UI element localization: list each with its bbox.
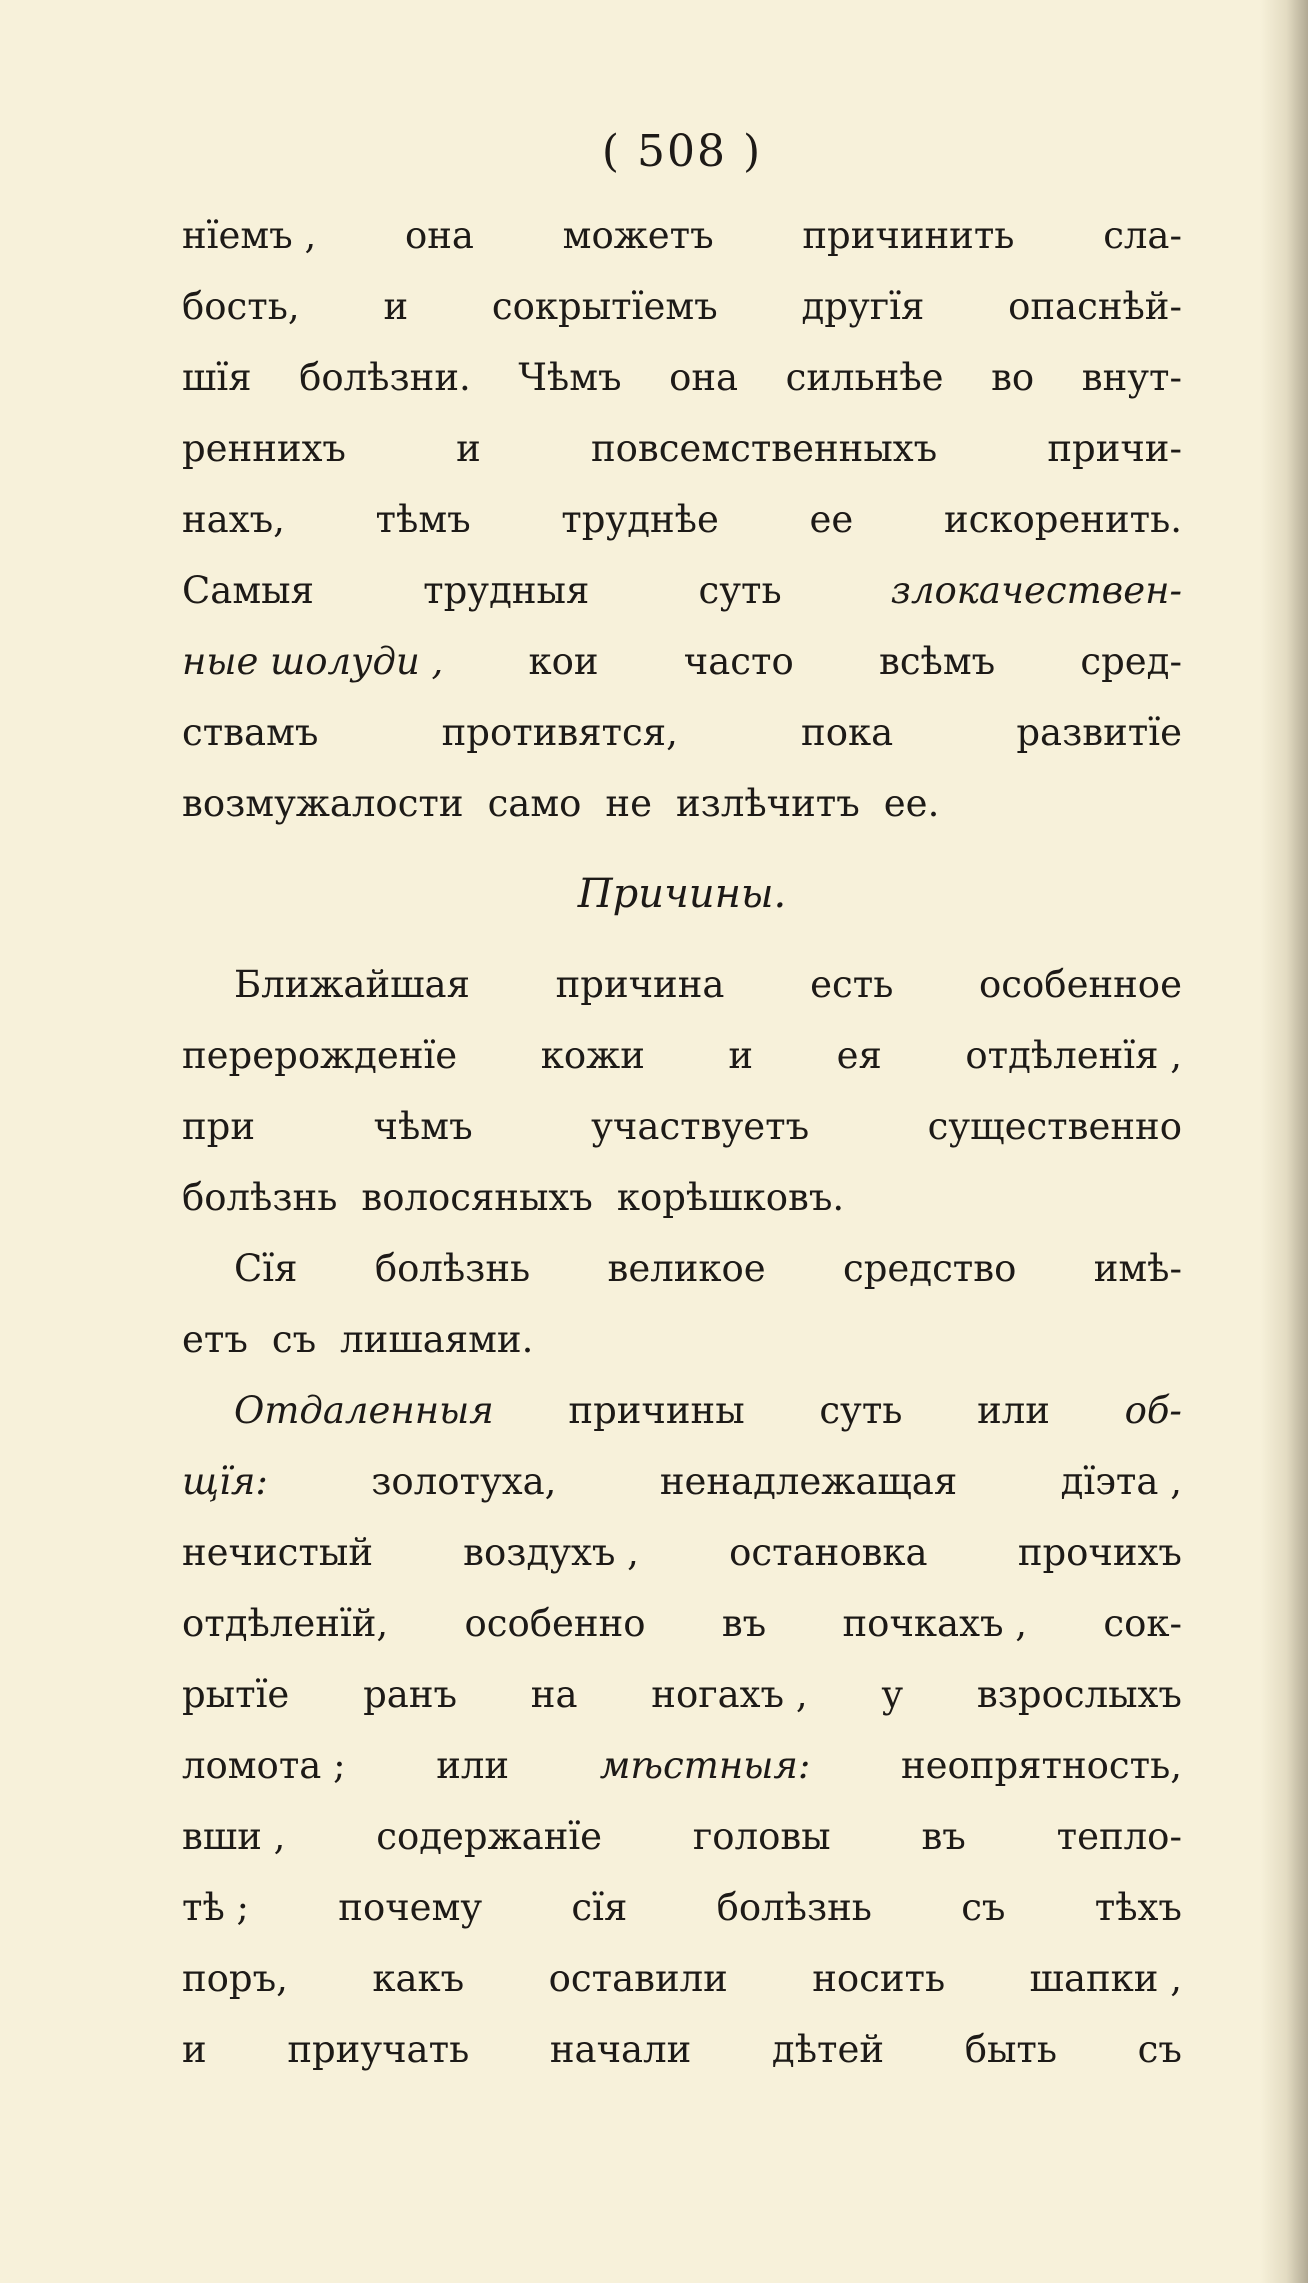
- word: можетъ: [562, 214, 714, 257]
- word: или: [977, 1389, 1050, 1432]
- italic-term: мѣстныя:: [599, 1744, 811, 1787]
- text-line: [182, 1020, 1182, 1091]
- text-line: [182, 1588, 1182, 1659]
- word: великое: [607, 1247, 766, 1290]
- word: не: [605, 782, 652, 825]
- word: перерожденїе: [182, 1034, 458, 1077]
- word: нїемъ ,: [182, 214, 317, 257]
- word: само: [487, 782, 582, 825]
- word: болѣзнь: [374, 1247, 531, 1290]
- word: золотуха,: [371, 1460, 557, 1503]
- word: ломота ;: [182, 1744, 346, 1787]
- word: быть: [964, 2028, 1058, 2071]
- word: средство: [843, 1247, 1017, 1290]
- word: неопрятность,: [900, 1744, 1182, 1787]
- word: отдѣленїй,: [182, 1602, 389, 1645]
- word: шїя: [182, 356, 252, 399]
- word: болѣзни.: [299, 356, 471, 399]
- word: рытїе: [182, 1673, 290, 1716]
- word: содержанїе: [376, 1815, 603, 1858]
- text-line: [182, 1304, 1182, 1375]
- text-line: [182, 949, 1182, 1020]
- italic-term: Отдаленныя: [234, 1389, 494, 1432]
- text-line: [182, 1091, 1182, 1162]
- word: излѣчитъ: [675, 782, 860, 825]
- text-line: [182, 555, 1182, 626]
- word: труднѣе: [561, 498, 719, 541]
- word: етъ: [182, 1318, 248, 1361]
- word: сред-: [1080, 640, 1182, 683]
- word: часто: [683, 640, 794, 683]
- text-line: [182, 768, 1182, 839]
- word: возмужалости: [182, 782, 464, 825]
- word: она: [669, 356, 739, 399]
- word: воздухъ ,: [463, 1531, 639, 1574]
- italic-term: об-: [1124, 1389, 1182, 1432]
- text-line: [182, 1872, 1182, 1943]
- page-edge-shadow: [1260, 0, 1308, 2283]
- word: въ: [721, 1602, 767, 1645]
- word: бость,: [182, 285, 300, 328]
- word: ее: [809, 498, 854, 541]
- word: трудныя: [423, 569, 590, 612]
- paragraph-3: [182, 1233, 1182, 1375]
- word: она: [404, 214, 474, 257]
- word: причи-: [1047, 427, 1182, 470]
- text-line: [182, 1659, 1182, 1730]
- word: волосяныхъ: [361, 1176, 593, 1219]
- word: причина: [555, 963, 725, 1006]
- word: имѣ-: [1093, 1247, 1182, 1290]
- word: противятся,: [441, 711, 678, 754]
- word: другїя: [801, 285, 925, 328]
- word: тѣмъ: [375, 498, 471, 541]
- word: сокрытїемъ: [491, 285, 718, 328]
- word: суть: [819, 1389, 903, 1432]
- word: лишаями.: [340, 1318, 534, 1361]
- text-line: [182, 1517, 1182, 1588]
- word: повсемственныхъ: [590, 427, 938, 470]
- word: и: [182, 2028, 207, 2071]
- text-line: [182, 342, 1182, 413]
- word: сла-: [1103, 214, 1182, 257]
- page-text: [182, 116, 1182, 2085]
- word: во: [991, 356, 1035, 399]
- word: особенное: [979, 963, 1182, 1006]
- word: опаснѣй-: [1008, 285, 1182, 328]
- text-line: [182, 1162, 1182, 1233]
- text-line: [182, 271, 1182, 342]
- word: всѣмъ: [878, 640, 996, 683]
- word: шапки ,: [1029, 1957, 1182, 2000]
- word: дїэта ,: [1060, 1460, 1182, 1503]
- word: почему: [338, 1886, 483, 1929]
- word: развитїе: [1016, 711, 1182, 754]
- word: искоренить.: [943, 498, 1182, 541]
- word: Сїя: [234, 1247, 298, 1290]
- text-line: [182, 413, 1182, 484]
- word: чѣмъ: [373, 1105, 473, 1148]
- word: корѣшковъ.: [616, 1176, 845, 1219]
- text-line: [182, 626, 1182, 697]
- word: нахъ,: [182, 498, 285, 541]
- word: ногахъ ,: [651, 1673, 808, 1716]
- paragraph-2: [182, 949, 1182, 1233]
- word: Самыя: [182, 569, 314, 612]
- word: взрослыхъ: [976, 1673, 1182, 1716]
- word: Ближайшая: [234, 963, 470, 1006]
- word: поръ,: [182, 1957, 288, 2000]
- text-line: [182, 1375, 1182, 1446]
- word: какъ: [372, 1957, 465, 2000]
- page-number: ( 508 ): [601, 126, 763, 177]
- word: особенно: [464, 1602, 646, 1645]
- word: болѣзнь: [182, 1176, 338, 1219]
- italic-term: щїя:: [182, 1460, 268, 1503]
- word: съ: [961, 1886, 1006, 1929]
- text-line: [182, 2014, 1182, 2085]
- word: Чѣмъ: [518, 356, 622, 399]
- word: и: [456, 427, 481, 470]
- word: суть: [698, 569, 782, 612]
- word: отдѣленїя ,: [965, 1034, 1182, 1077]
- word: при: [182, 1105, 256, 1148]
- word: приучать: [287, 2028, 470, 2071]
- word: болѣзнь: [716, 1886, 872, 1929]
- word: носить: [812, 1957, 946, 2000]
- word: пока: [801, 711, 894, 754]
- word: тепло-: [1056, 1815, 1182, 1858]
- word: ненадлежащая: [659, 1460, 958, 1503]
- word: головы: [692, 1815, 831, 1858]
- word: участвуетъ: [591, 1105, 810, 1148]
- text-line: [182, 1446, 1182, 1517]
- word: причины: [568, 1389, 745, 1432]
- text-line: [182, 1801, 1182, 1872]
- word: существенно: [927, 1105, 1182, 1148]
- paragraph-1: [182, 200, 1182, 839]
- section-heading: Причины.: [577, 871, 787, 917]
- word: и: [383, 285, 409, 328]
- word: съ: [271, 1318, 317, 1361]
- text-line: [182, 697, 1182, 768]
- word: вши ,: [182, 1815, 286, 1858]
- word: и: [728, 1034, 754, 1077]
- word: реннихъ: [182, 427, 346, 470]
- text-line: [182, 484, 1182, 555]
- word: начали: [549, 2028, 692, 2071]
- word: или: [436, 1744, 510, 1787]
- word: ея: [836, 1034, 882, 1077]
- word: съ: [1137, 2028, 1182, 2071]
- word: тѣхъ: [1094, 1886, 1182, 1929]
- text-line: [182, 1730, 1182, 1801]
- italic-term: ные шолуди ,: [182, 640, 444, 683]
- word: прочихъ: [1017, 1531, 1182, 1574]
- italic-term: злокачествен-: [890, 569, 1182, 612]
- word: тѣ ;: [182, 1886, 250, 1929]
- word: внут-: [1081, 356, 1182, 399]
- text-line: [182, 200, 1182, 271]
- word: ранъ: [363, 1673, 458, 1716]
- word: нечистый: [182, 1531, 373, 1574]
- word: почкахъ ,: [842, 1602, 1028, 1645]
- word: ее.: [883, 782, 940, 825]
- word: кои: [528, 640, 599, 683]
- text-line: [182, 1233, 1182, 1304]
- word: причинить: [802, 214, 1015, 257]
- paragraph-4: [182, 1375, 1182, 2085]
- word: на: [530, 1673, 578, 1716]
- word: есть: [810, 963, 894, 1006]
- word: кожи: [540, 1034, 645, 1077]
- word: ствамъ: [182, 711, 319, 754]
- word: сок-: [1103, 1602, 1182, 1645]
- text-line: [182, 1943, 1182, 2014]
- word: остановка: [729, 1531, 928, 1574]
- word: дѣтей: [771, 2028, 885, 2071]
- word: въ: [921, 1815, 966, 1858]
- word: сїя: [571, 1886, 628, 1929]
- word: сильнѣе: [785, 356, 944, 399]
- word: у: [881, 1673, 904, 1716]
- word: оставили: [548, 1957, 728, 2000]
